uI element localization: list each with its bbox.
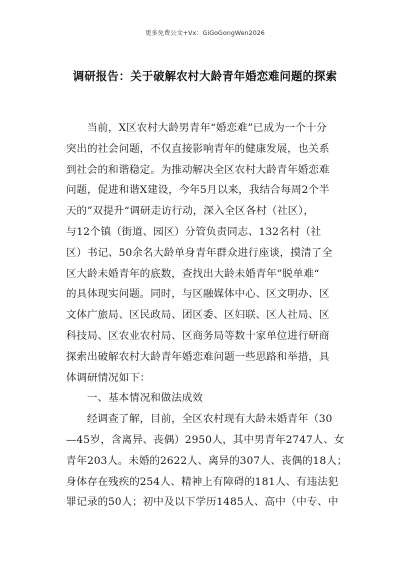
body-line: 区）书记、50余名大龄单身青年群众进行座谈，摸清了全 bbox=[66, 246, 333, 259]
body-line: 经调查了解，目前，全区农村现有大龄未婚青年（30 bbox=[87, 413, 333, 426]
body-line: 文体广旅局、区民政局、团区委、区妇联、区人社局、区 bbox=[66, 309, 330, 322]
body-line: 科技局、区农业农村局、区商务局等数十家单位进行研商 bbox=[66, 329, 330, 342]
header-note: 更多免费公文+Vx：GiGoGongWen2026 bbox=[145, 30, 265, 37]
body-line: 体调研情况如下： bbox=[66, 371, 151, 384]
document-body bbox=[66, 118, 352, 513]
body-line: 到社会的和谐稳定。为推动解决全区农村大龄青年婚恋难 bbox=[66, 163, 330, 176]
body-line: 青年203人。未婚的2622人、离异的307人、丧偶的18人； bbox=[66, 454, 348, 467]
body-line: 天的”双提升“调研走访行动，深入全区各村（社区）， bbox=[66, 205, 315, 218]
body-line: 身体存在残疾的254人、精神上有障碍的181人、有违法犯 bbox=[66, 475, 339, 488]
body-line: 的具体现实问题。同时，与区融媒体中心、区文明办、区 bbox=[66, 288, 330, 301]
body-line: 探索出破解农村大龄青年婚恋难问题一些思路和举措，具 bbox=[66, 350, 330, 363]
body-line: 当前，X区农村大龄男青年“婚恋难”已成为一个十分 bbox=[87, 122, 327, 134]
body-line: 一、基本情况和做法成效 bbox=[87, 392, 203, 405]
body-line: 问题，促进和谐X建设，今年5月以来，我结合每周2个半 bbox=[66, 184, 330, 197]
body-line: —45岁，含离异、丧偶）2950人，其中男青年2747人、女 bbox=[66, 433, 345, 446]
body-line: 区大龄未婚青年的底数，查找出大龄未婚青年”脱单难“ bbox=[66, 267, 320, 280]
body-line: 突出的社会问题，不仅直接影响青年的健康发展，也关系 bbox=[66, 142, 330, 155]
body-line: 罪记录的50人；初中及以下学历1485人、高中（中专、中 bbox=[66, 496, 339, 509]
document-title: 调研报告：关于破解农村大龄青年婚恋难问题的探索 bbox=[72, 70, 338, 83]
body-line: 与12个镇（街道、园区）分管负责同志、132名村（社 bbox=[66, 225, 322, 238]
